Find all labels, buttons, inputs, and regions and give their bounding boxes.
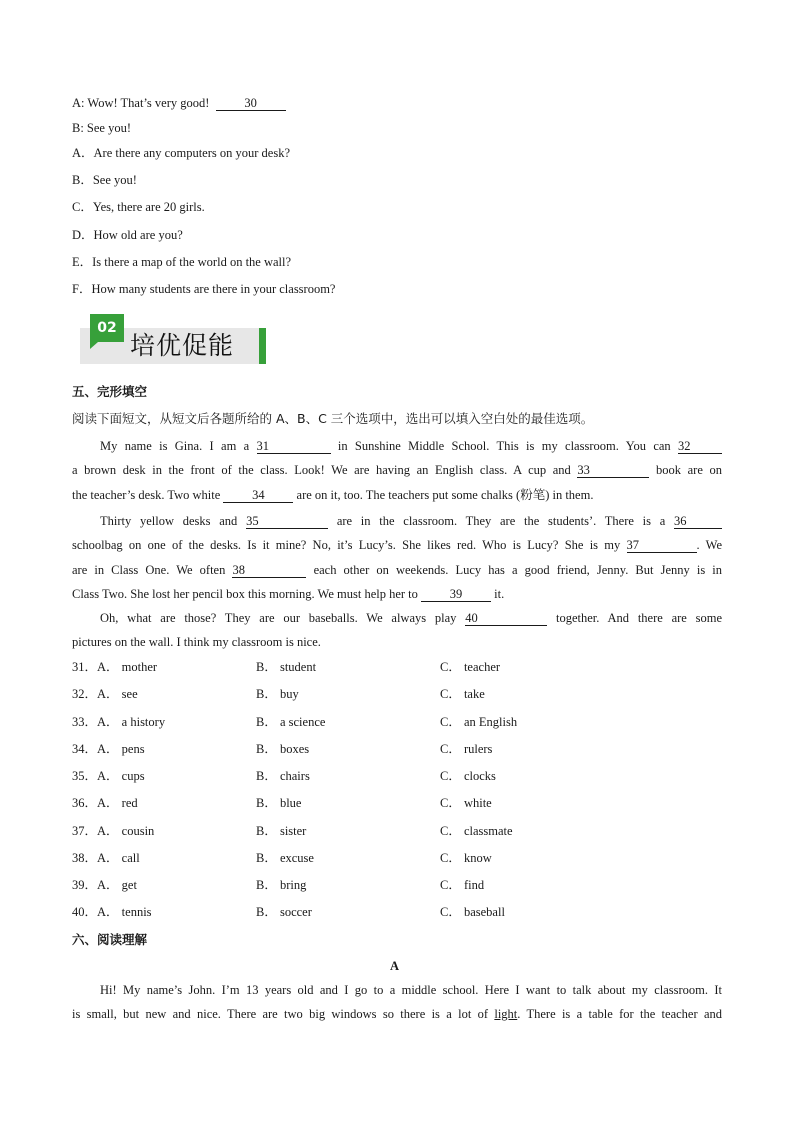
- reading-line: Hi! My name’s John. I’m 13 years old and I go to a middle school. Here I want to talk about my classroom. It: [100, 983, 722, 997]
- blank-35[interactable]: 35: [246, 514, 328, 529]
- dialogue-option: B．See you!: [72, 173, 137, 187]
- dialogue-option: A．Are there any computers on your desk?: [72, 146, 290, 160]
- blank-39[interactable]: 39: [421, 587, 491, 602]
- dialogue-line-a: A: Wow! That’s very good! 30: [72, 95, 286, 111]
- section-banner: [80, 314, 266, 364]
- option-c[interactable]: C． know: [440, 851, 492, 865]
- option-a[interactable]: A． pens: [97, 742, 145, 756]
- question-row: 32．A． see: [72, 687, 138, 701]
- answer-blank[interactable]: 30: [216, 96, 286, 111]
- option-a[interactable]: A． see: [97, 687, 138, 701]
- option-c[interactable]: C． an English: [440, 715, 518, 729]
- blank-34[interactable]: 34: [223, 488, 293, 503]
- passage-line: a brown desk in the front of the class. Look! We are having an English class. A cup and 33 book are on: [72, 463, 723, 477]
- banner-title: 培优促能: [130, 331, 235, 360]
- option-c[interactable]: C． teacher: [440, 660, 501, 674]
- option-a[interactable]: A． a history: [97, 715, 166, 729]
- banner-number-badge: 02: [90, 314, 124, 342]
- option-b[interactable]: B． chairs: [256, 769, 310, 783]
- question-row: 31．A． mother: [72, 660, 158, 674]
- dialogue-option: E．Is there a map of the world on the wall?: [72, 255, 292, 269]
- question-row: 33．A． a history: [72, 715, 166, 729]
- option-b[interactable]: B． soccer: [256, 905, 312, 919]
- option-b[interactable]: B． a science: [256, 715, 326, 729]
- question-row: 39．A． get: [72, 878, 137, 892]
- option-a[interactable]: A． cups: [97, 769, 145, 783]
- blank-32[interactable]: 32: [678, 439, 722, 454]
- option-b[interactable]: B． buy: [256, 687, 299, 701]
- option-a[interactable]: A． get: [97, 878, 137, 892]
- blank-37[interactable]: 37: [627, 538, 697, 553]
- passage-line: pictures on the wall. I think my classroom is nice.: [72, 635, 321, 649]
- passage-line: My name is Gina. I am a 31 in Sunshine Middle School. This is my classroom. You can 32: [100, 438, 722, 454]
- question-row: 35．A． cups: [72, 769, 145, 783]
- option-a[interactable]: A． tennis: [97, 905, 152, 919]
- question-row: 40．A． tennis: [72, 905, 152, 919]
- option-b[interactable]: B． boxes: [256, 742, 310, 756]
- reading-line: is small, but new and nice. There are two big windows so there is a lot of light. There is a table for the teacher and: [72, 1007, 723, 1021]
- option-b[interactable]: B． sister: [256, 824, 307, 838]
- option-a[interactable]: A． red: [97, 796, 138, 810]
- dialogue-option: F．How many students are there in your classroom?: [72, 282, 336, 296]
- dialogue-option: C．Yes, there are 20 girls.: [72, 200, 205, 214]
- option-c[interactable]: C． baseball: [440, 905, 505, 919]
- dialogue-option: D．How old are you?: [72, 228, 183, 242]
- option-b[interactable]: B． excuse: [256, 851, 314, 865]
- option-b[interactable]: B． bring: [256, 878, 307, 892]
- option-c[interactable]: C． take: [440, 687, 485, 701]
- option-b[interactable]: B． student: [256, 660, 317, 674]
- blank-31[interactable]: 31: [257, 439, 331, 454]
- section-heading-cloze: 五、完形填空: [72, 384, 148, 399]
- question-row: 34．A． pens: [72, 742, 145, 756]
- underlined-word: light: [494, 1007, 518, 1021]
- question-row: 38．A． call: [72, 851, 140, 865]
- dialogue-line-b: B: See you!: [72, 121, 132, 135]
- section-heading-reading: 六、阅读理解: [72, 932, 148, 947]
- passage-line: Class Two. She lost her pencil box this morning. We must help her to 39 it.: [72, 587, 505, 601]
- option-c[interactable]: C． white: [440, 796, 492, 810]
- passage-line: the teacher’s desk. Two white 34 are on it, too. The teachers put some chalks (粉笔) in them.: [72, 488, 594, 502]
- blank-36[interactable]: 36: [674, 514, 722, 529]
- passage-line: Oh, what are those? They are our baseballs. We always play 40 together. And there are some: [100, 611, 723, 625]
- option-a[interactable]: A． call: [97, 851, 140, 865]
- question-row: 36．A． red: [72, 796, 138, 810]
- blank-40[interactable]: 40: [465, 611, 547, 626]
- passage-line: are in Class One. We often 38 each other on weekends. Lucy has a good friend, Jenny. But Jenny is in: [72, 563, 723, 577]
- option-b[interactable]: B． blue: [256, 796, 302, 810]
- passage-line: Thirty yellow desks and 35 are in the classroom. They are the students’. There is a 36: [100, 513, 722, 529]
- question-row: 37．A． cousin: [72, 824, 155, 838]
- blank-33[interactable]: 33: [577, 463, 649, 478]
- option-c[interactable]: C． clocks: [440, 769, 496, 783]
- blank-38[interactable]: 38: [232, 563, 306, 578]
- passage-label: A: [390, 959, 400, 973]
- option-c[interactable]: C． classmate: [440, 824, 513, 838]
- option-c[interactable]: C． find: [440, 878, 485, 892]
- passage-line: schoolbag on one of the desks. Is it mine? No, it’s Lucy’s. She likes red. Who is Lucy? She is my 37 . We: [72, 538, 723, 552]
- option-c[interactable]: C． rulers: [440, 742, 493, 756]
- section-instruction: 阅读下面短文，从短文后各题所给的 A、B、C 三个选项中，选出可以填入空白处的最佳选项。: [72, 411, 594, 426]
- banner-accent-bar: [259, 328, 266, 364]
- option-a[interactable]: A． cousin: [97, 824, 155, 838]
- option-a[interactable]: A． mother: [97, 660, 158, 674]
